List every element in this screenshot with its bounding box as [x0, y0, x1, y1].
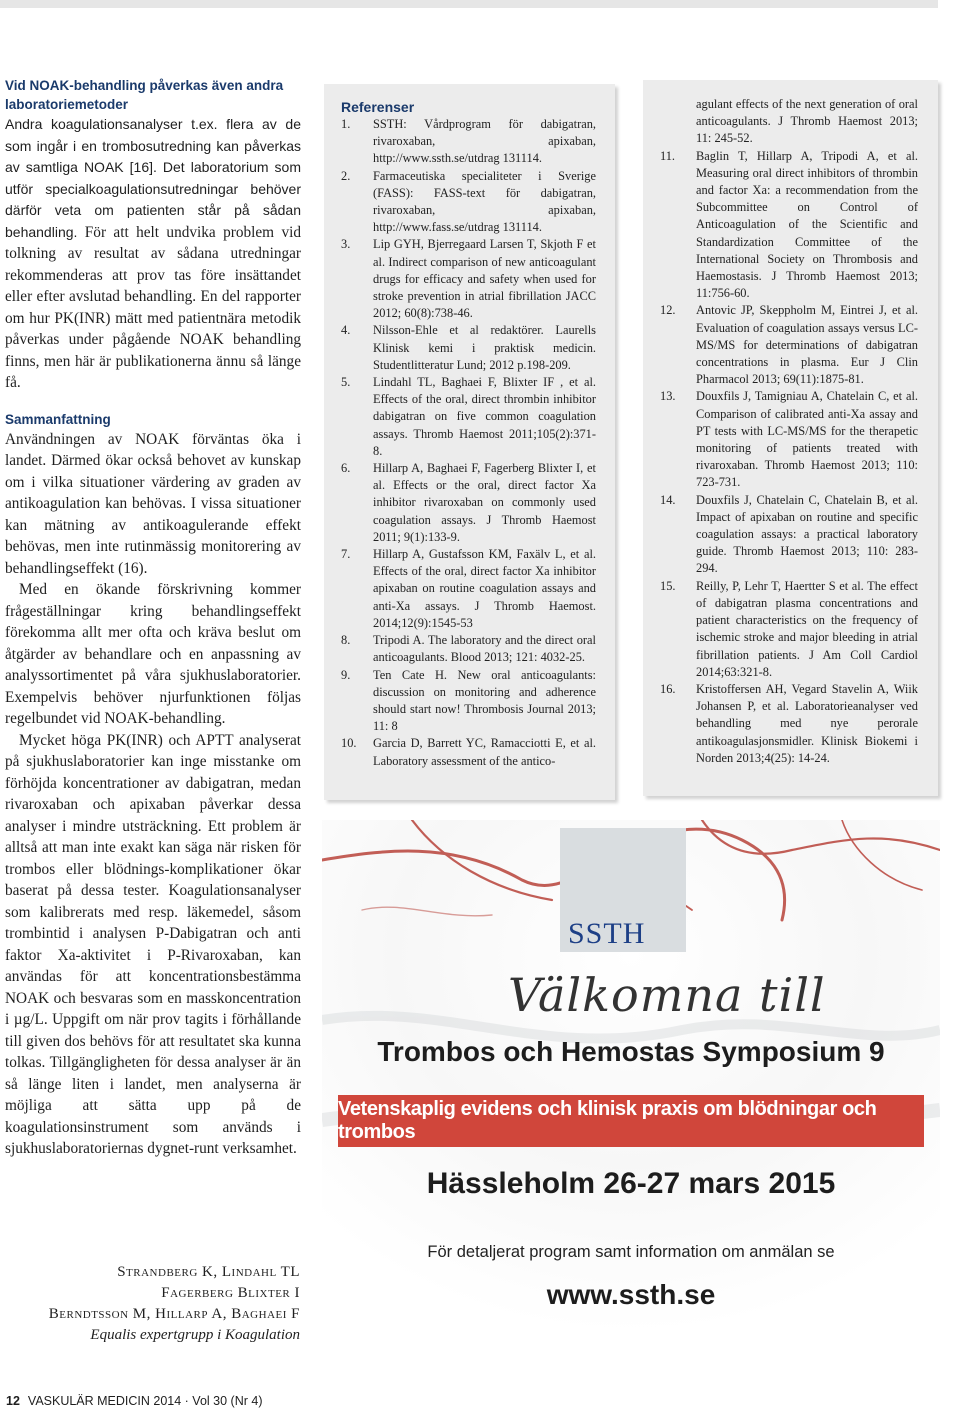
reference-10-continuation: agulant effects of the next generation of oral anticoagulants. J Thromb Haemost 2013; 11: 245-52. — [696, 97, 918, 146]
section-heading-noak: Vid NOAK-behandling påverkas även andra laboratoriemetoder — [5, 78, 284, 112]
paragraph-noak-serif-run: För att helt undvika problem vid tolkning av resultat av sådana utredningar rekommenderas att prov tas före insättandet eller efter avslutad behandling. En del rapporter om hur PK(INR) mätt med patientnära metodik påverkas under pågående NOAK behandling finns, men här är publikationerna ännu så länge få. — [5, 223, 301, 391]
reference-text: Farmaceutiska specialiteter i Sverige (FASS): FASS-text för dabigatran, rivaroxaban, apixaban, http://www.fass.se/utdrag 131114. — [373, 168, 596, 235]
reference-item — [341, 116, 596, 168]
paragraph-summary-3: Mycket höga PK(INR) och APTT analyserat på sjukhuslaboratorier kan inge misstanke om förhöjda koncentrationer av dabigatran, medan rivaroxaban och apixaban påverkar dessa analyser i mindre utsträckning. Ett problem är alltså att man inte exakt kan säga när risken för trombos eller blödnings-komplikationer ökar baserat på dessa tester. Koagulationsanalyser som kalibrerats med resp. läkemedel, såsom trombintid i analysen P-Dabigatran och anti faktor Xa-aktivitet i P-Rivaroxaban, kan användas för att koncentrationsbestämma NOAK och besvaras som en masskoncentration i µg/L. Uppgift om när prov tagits i förhållande till given dos behövs för att resultatet ska kunna tolkas. Tillgängligheten för dessa analyser är än så länge liten i landet, men analyserna är möjliga att sätta upp på de koagulationsinstrument som används i sjukhuslaboratoriernas dygnet-runt verksamhet. — [5, 731, 301, 1157]
reference-text: SSTH: Vårdprogram för dabigatran, rivaroxaban, apixaban, http://www.ssth.se/utdrag 131114. — [373, 117, 596, 166]
reference-number: 9. — [341, 667, 351, 682]
references-list-2 — [660, 148, 918, 767]
reference-item — [341, 632, 596, 666]
references-list-1 — [341, 116, 596, 770]
reference-text: Tripodi A. The laboratory and the direct oral anticoagulants. Blood 2013; 121: 4032-25. — [373, 633, 596, 665]
ad-info-text: För detaljerat program samt information om anmälan se — [427, 1243, 835, 1261]
author-affiliation: Equalis expertgrupp i Koagulation — [90, 1327, 300, 1343]
reference-text: Lindahl TL, Baghaei F, Blixter IF , et al. Effects of the oral, direct thrombin inhibitor dabigatran on five common coagulation assays. Thromb Haemost 2011;105(2):371-8. — [373, 375, 596, 458]
reference-item — [341, 374, 596, 460]
reference-number: 14. — [660, 492, 676, 507]
reference-number: 12. — [660, 303, 676, 318]
reference-text: Douxfils J, Chatelain C, Chatelain B, et al. Impact of apixaban on routine and specific coagulation assays: a practical laboratory guide. Thromb Haemost 2013; 110: 283-294. — [696, 492, 918, 576]
ad-website-link[interactable]: www.ssth.se — [546, 1279, 716, 1310]
ssth-logo: SSTH — [568, 917, 646, 950]
reference-number: 3. — [341, 237, 351, 252]
reference-item — [660, 302, 918, 388]
page-number: 12 — [6, 1394, 20, 1408]
reference-number: 2. — [341, 168, 351, 183]
reference-item — [341, 168, 596, 237]
reference-number: 16. — [660, 681, 676, 696]
reference-item — [341, 322, 596, 374]
author-line-3: Berndtsson M, Hillarp A, Baghaei F — [48, 1306, 300, 1322]
author-block — [5, 1262, 300, 1346]
reference-text: Reilly, P, Lehr T, Haertter S et al. The effect of dabigatran plasma concentrations and patient characteristics on the frequency of ischemic stroke and major bleeding in atrial fibrillation patients. J Am Coll Cardiol 2014;63:321-8. — [696, 578, 918, 679]
reference-number: 13. — [660, 389, 676, 404]
ad-welcome-script: Välkomna till — [508, 968, 826, 1022]
reference-item — [660, 578, 918, 681]
reference-text: Hillarp A, Gustafsson KM, Faxälv L, et al. Effects of the oral, direct factor Xa inhibitor apixaban on routine coagulation assays and anti-Xa assays. J Thromb Haemost. 2014;12(9):1545-53 — [373, 547, 596, 630]
reference-number: 8. — [341, 633, 351, 648]
reference-item — [660, 148, 918, 303]
references-heading: Referenser — [341, 99, 415, 115]
reference-text: Ten Cate H. New oral anticoagulants: discussion on monitoring and adherence should start now! Thrombosis Journal 2013; 11: 8 — [373, 667, 596, 734]
reference-number: 4. — [341, 323, 351, 338]
journal-info: VASKULÄR MEDICIN 2014 · Vol 30 (Nr 4) — [27, 1394, 263, 1408]
reference-number: 6. — [341, 461, 351, 476]
ad-place-date: Hässleholm 26-27 mars 2015 — [426, 1167, 836, 1200]
reference-item — [341, 546, 596, 632]
reference-item — [660, 681, 918, 767]
ad-subtitle: Vetenskaplig evidens och klinisk praxis om blödningar och trombos — [338, 1098, 877, 1143]
reference-number: 15. — [660, 578, 676, 593]
reference-number: 7. — [341, 547, 351, 562]
reference-text: Lip GYH, Bjerregaard Larsen T, Skjoth F et al. Indirect comparison of new anticoagulant drugs for efficacy and safety when used for stroke prevention in atrial fibrillation JACC 2012; 60(8):738-46. — [373, 237, 596, 321]
section-body-noak — [5, 114, 301, 394]
references-column-1 — [341, 98, 596, 770]
top-rule — [0, 0, 938, 8]
reference-text: Antovic JP, Skeppholm M, Eintrei J, et al. Evaluation of coagulation assays versus LC-MS/MS for determinations of dabigatran concentrations in plasma. Eur J Clin Pharmacol 2013; 69(11):1875-81. — [696, 303, 918, 387]
reference-item — [660, 492, 918, 578]
paragraph-summary-1: Användningen av NOAK förväntas öka i landet. Därmed ökar också behovet av kunskap om i vilka situationer värdering av graden av antikoagulation kan behövas. I vissa situationer kan mätning av antikoagulerande effekt behövas, men inte rutinmässig monitorering av behandlingseffekt (16). — [5, 430, 301, 577]
reference-text: Douxfils J, Tamigniau A, Chatelain C, et al. Comparison of calibrated anti-Xa assay and PT tests with LC-MS/MS for the therapetic monitoring of patients treated with rivaroxaban. Thromb Haemost 2013; 110: 723-731. — [696, 389, 918, 490]
reference-text: Hillarp A, Baghaei F, Fagerberg Blixter I, et al. Effects or the oral, direct factor Xa inhibitor rivaroxaban on commonly used coagulation assays. J Thromb Haemost 2011; 9(1):133-9. — [373, 461, 596, 544]
reference-number: 5. — [341, 375, 351, 390]
author-line-1: Strandberg K, Lindahl TL — [117, 1264, 300, 1280]
reference-number: 1. — [341, 117, 351, 131]
reference-number: 11. — [660, 148, 676, 163]
reference-text: Nilsson-Ehle et al redaktörer. Laurells Klinisk kemi i praktisk medicin. Studentlitteratur Lund; 2012 p.198-209. — [373, 323, 596, 372]
reference-item — [341, 735, 596, 769]
reference-text: Kristoffersen AH, Vegard Stavelin A, Wiik Johansen P, et al. Laboratorieanalyser ved behandling med nye perorale antikoagulasjonsmidler. Klinisk Biokemi i Norden 2013;4(25): 14-24. — [696, 681, 918, 765]
ad-symposium-title: Trombos och Hemostas Symposium 9 — [377, 1036, 885, 1067]
reference-item — [341, 236, 596, 322]
paragraph-noak-sans-run: Andra koagulationsanalyser t.ex. flera av de som ingår i en trombosutredning kan påverkas av samtliga NOAK [16]. Det laboratorium som utför specialkoagulationsutredningar behöver därför veta om patienten står på sådan behandling. — [5, 116, 301, 240]
reference-text: Garcia D, Barrett YC, Ramacciotti E, et al. Laboratory assessment of the antico- — [373, 736, 596, 768]
reference-item — [660, 388, 918, 491]
author-line-2: Fagerberg Blixter I — [161, 1285, 300, 1301]
paragraph-noak — [5, 114, 301, 394]
article-column — [5, 76, 301, 1160]
paragraph-summary-2: Med en ökande förskrivning kommer frågeställningar kring behandlingseffekt förekomma allt mer ofta och kräva beslut om åtgärder av behandlare och en anpassning av analyssortimentet på våra sjukhuslaboratorier. Exempelvis behöver njurfunktionen följas regelbundet vid NOAK-behandling. — [5, 581, 301, 727]
section-body-summary — [5, 429, 301, 1160]
ad-subtitle-band — [338, 1095, 924, 1147]
reference-text: Baglin T, Hillarp A, Tripodi A, et al. Measuring oral direct inhibitors of thrombin and factor Xa: a recommendation from the Subcommittee on Control of Anticoagulation of the Scientific and Standardization Committee of the International Society on Thrombosis and Haemostasis. J Thromb Haemost 2013; 11:756-60. — [696, 148, 918, 301]
reference-number: 10. — [341, 736, 357, 751]
reference-item — [341, 667, 596, 736]
references-column-2 — [660, 96, 918, 767]
section-heading-summary: Sammanfattning — [5, 411, 111, 427]
page-footer — [6, 1394, 262, 1408]
reference-item — [341, 460, 596, 546]
